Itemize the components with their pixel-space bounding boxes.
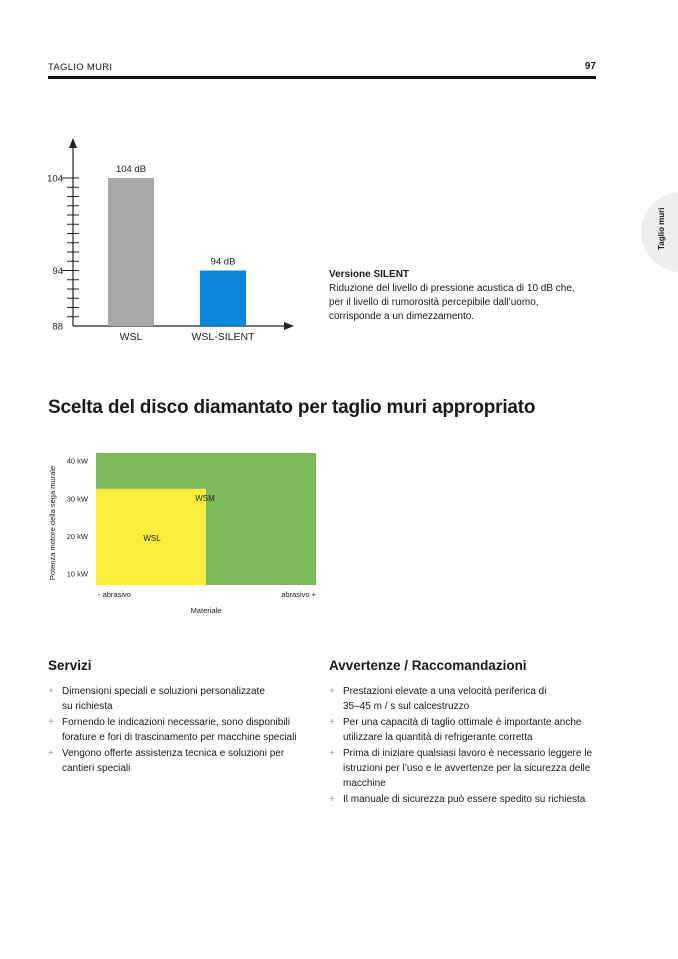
y-axis-arrow-icon (69, 138, 77, 148)
list-item (48, 684, 318, 714)
list-item-line: Il manuale di sicurezza può essere spedito su richiesta (343, 794, 586, 805)
side-tab-label: Taglio muri (657, 207, 666, 250)
list-item-line: cantieri speciali (62, 763, 131, 774)
list-item (48, 715, 318, 745)
bar-category-label: WSL (119, 331, 143, 343)
list-item-line: istruzioni per l’uso e le avvertenze per la sicurezza delle (343, 763, 591, 774)
plus-bullet-icon: + (329, 794, 335, 805)
y-tick-label: 94 (52, 266, 63, 277)
warnings-list (329, 684, 609, 808)
y-axis-title: Potenza motore della sega murale (48, 465, 57, 581)
y-tick-label: 30 kW (66, 494, 88, 504)
x-axis-title: Materiale (190, 606, 222, 615)
plus-bullet-icon: + (48, 717, 54, 728)
list-item-line: su richiesta (62, 701, 113, 712)
silent-line: corrisponde a un dimezzamento. (329, 311, 475, 322)
y-tick-label: 88 (52, 321, 63, 333)
x-tick-label: - abrasivo (98, 590, 131, 599)
plus-bullet-icon: + (329, 748, 335, 759)
list-item-line: 35–45 m / s sul calcestruzzo (343, 701, 470, 712)
plus-bullet-icon: + (329, 686, 335, 697)
list-item-line: Fornendo le indicazioni necessarie, sono disponibili (62, 717, 290, 728)
list-item-line: Vengono offerte assistenza tecnica e soluzioni per (62, 748, 285, 759)
bar-data-label: 104 dB (115, 164, 147, 175)
noise-bar-chart (0, 130, 320, 355)
plus-bullet-icon: + (48, 748, 54, 759)
list-item-line: Per una capacità di taglio ottimale è importante anche (343, 717, 582, 728)
plus-bullet-icon: + (329, 717, 335, 728)
bar-wsl (108, 178, 154, 326)
region-label: WSL (143, 534, 161, 543)
list-item-line: Prestazioni elevate a una velocità periferica di (343, 686, 547, 697)
y-tick-label: 20 kW (66, 531, 88, 541)
list-item (329, 792, 609, 807)
y-tick-label: 104 (47, 173, 63, 185)
disc-selection-chart (40, 445, 330, 620)
list-item (329, 715, 609, 745)
services-list (48, 684, 318, 777)
x-tick-label: abrasivo + (281, 590, 316, 599)
plus-bullet-icon: + (48, 686, 54, 697)
list-item (329, 746, 609, 791)
list-item-line: macchine (343, 778, 386, 789)
header-section-title: TAGLIO MURI (48, 62, 113, 73)
list-item-line: Dimensioni speciali e soluzioni personalizzate (62, 686, 265, 697)
list-item (329, 684, 609, 714)
list-item-line: Prima di iniziare qualsiasi lavoro è necessario leggere le (343, 748, 593, 759)
x-axis-arrow-icon (284, 322, 294, 330)
section-title: Scelta del disco diamantato per taglio muri appropriato (48, 397, 536, 418)
y-tick-label: 10 kW (66, 569, 88, 579)
region-label: WSM (195, 494, 215, 503)
warnings-title: Avvertenze / Raccomandazioni (329, 658, 527, 673)
bar-wsl-silent (200, 271, 246, 327)
silent-line: per il livello di rumorosità percepibile dall’uomo, (329, 297, 539, 308)
header-rule (48, 76, 596, 79)
bar-data-label: 94 dB (210, 256, 236, 268)
silent-title: Versione SILENT (329, 269, 410, 280)
bar-category-label: WSL-SILENT (191, 331, 255, 343)
list-item-line: utilizzare la quantità di refrigerante corretta (343, 732, 533, 743)
silent-line: Riduzione del livello di pressione acustica di 10 dB che, (329, 283, 575, 294)
page-number: 97 (584, 61, 596, 72)
silent-description (329, 268, 599, 324)
y-tick-label: 40 kW (66, 456, 88, 466)
list-item (48, 746, 318, 776)
list-item-line: forature e fori di trascinamento per macchine speciali (62, 732, 297, 743)
services-title: Servizi (48, 658, 92, 673)
